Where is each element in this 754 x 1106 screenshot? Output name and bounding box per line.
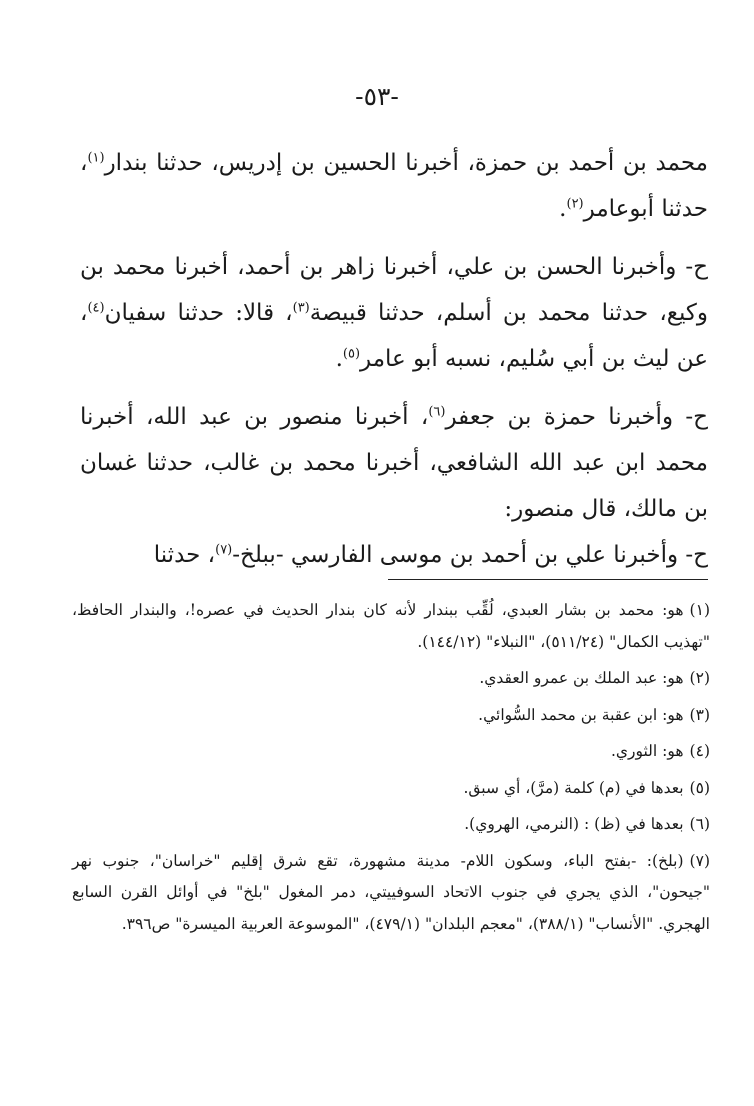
footnote-1 xyxy=(72,595,710,658)
footnote-4 xyxy=(72,736,710,768)
footnote-number: (٥) xyxy=(689,778,710,797)
paragraph-1-text-a: محمد بن أحمد بن حمزة، أخبرنا الحسين بن إدريس، حدثنا بندار xyxy=(104,150,708,176)
main-text xyxy=(80,140,708,578)
footnote-number: (٧) xyxy=(689,851,710,870)
footnote-text: هو: محمد بن بشار العبدي، لُقِّب ببندار لأنه كان بندار الحديث في عصره!، والبندار الحافظ، "تهذيب الكمال" (٥١١/٢٤)، "النبلاء" (١٤٤/١٢). xyxy=(72,601,710,651)
footnote-6 xyxy=(72,809,710,841)
paragraph-3 xyxy=(80,394,708,532)
paragraph-2-text-b: ، قالا: حدثنا سفيان xyxy=(104,300,293,326)
footnote-3 xyxy=(72,700,710,732)
paragraph-2 xyxy=(80,244,708,382)
footnote-ref-1: (١) xyxy=(87,150,105,166)
footnote-ref-2: (٢) xyxy=(566,196,584,212)
footnote-ref-5: (٥) xyxy=(342,346,361,362)
footnote-ref-3: (٣) xyxy=(292,300,310,316)
footnote-number: (٢) xyxy=(689,669,710,687)
footnote-7 xyxy=(72,846,710,941)
page-number: -٥٣- xyxy=(355,82,399,111)
footnote-text: (بلخ): -بفتح الباء، وسكون اللام- مدينة مشهورة، تقع شرق إقليم "خراسان"، جنوب نهر "جيحون"، الذي يجري في جنوب الاتحاد السوفييتي، دمر المغول "بلخ" في أوائل القرن السابع الهجري. "الأنساب" (٣٨٨/١)، "معجم البلدان" (٤٧٩/١)، "الموسوعة العربية الميسرة" ص٣٩٦. xyxy=(72,851,710,933)
footnote-number: (٦) xyxy=(689,815,710,833)
footnote-2 xyxy=(72,663,710,695)
footnote-text: بعدها في (ظ) : (النرمي، الهروي). xyxy=(464,815,684,833)
paragraph-3-text-a: ح- وأخبرنا حمزة بن جعفر xyxy=(445,404,708,430)
footnote-number: (٣) xyxy=(689,705,710,724)
footnote-number: (٤) xyxy=(689,742,710,760)
paragraph-4 xyxy=(80,532,708,578)
footnote-number: (١) xyxy=(689,601,710,619)
footnote-divider xyxy=(388,579,708,580)
footnote-text: هو: ابن عقبة بن محمد السُّوائي. xyxy=(478,705,684,724)
paragraph-3-text-b: ، أخبرنا منصور بن عبد الله، أخبرنا محمد ابن عبد الله الشافعي، أخبرنا محمد بن غالب، حدثنا غسان بن مالك، قال منصور: xyxy=(80,404,708,522)
paragraph-4-text-a: ح- وأخبرنا علي بن أحمد بن موسى الفارسي -ببلخ- xyxy=(232,542,708,568)
footnote-ref-7: (٧) xyxy=(215,542,233,558)
paragraph-2-text-a: ح- وأخبرنا الحسن بن علي، أخبرنا زاهر بن أحمد، أخبرنا محمد بن وكيع، حدثنا محمد بن أسلم، حدثنا قبيصة xyxy=(80,254,708,326)
paragraph-1-text-b: ، حدثنا أبوعامر xyxy=(80,150,708,222)
paragraph-2-text-c: ، عن ليث بن أبي سُليم، نسبه أبو عامر xyxy=(80,300,708,372)
footnote-text: هو: عبد الملك بن عمرو العقدي. xyxy=(479,669,684,687)
footnotes xyxy=(72,595,710,945)
paragraph-2-text-d: . xyxy=(335,346,343,372)
footnote-text: هو: الثوري. xyxy=(610,742,684,760)
paragraph-1-text-c: . xyxy=(559,196,567,222)
footnote-5 xyxy=(72,773,710,805)
paragraph-1 xyxy=(80,140,708,232)
footnote-ref-6: (٦) xyxy=(428,404,446,420)
paragraph-4-text-b: ، حدثنا xyxy=(153,542,216,568)
footnote-text: بعدها في (م) كلمة (مرَّ)، أي سبق. xyxy=(463,778,684,797)
footnote-ref-4: (٤) xyxy=(87,300,105,316)
